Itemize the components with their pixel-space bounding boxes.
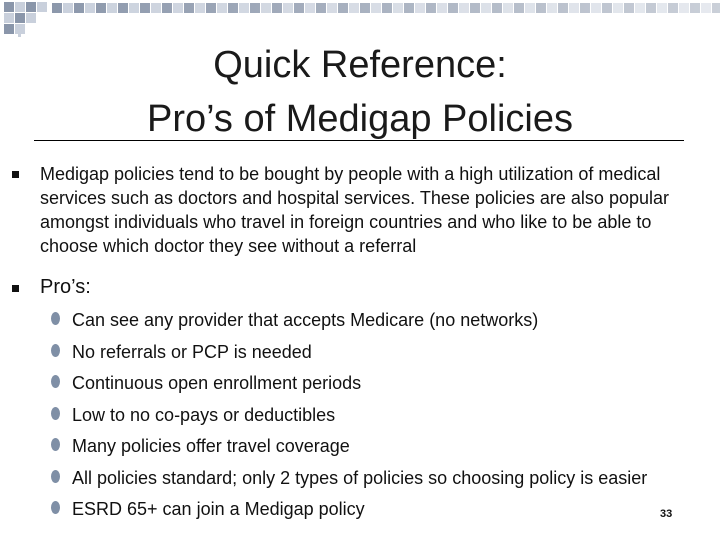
pros-list-item [50,495,715,527]
pros-list-item-text: ESRD 65+ can join a Medigap policy [72,499,365,519]
pros-list-item [50,338,715,370]
pros-list-item [50,306,715,338]
pros-heading: Pro’s: [40,276,91,298]
page-number: 33 [660,508,673,520]
square-bullet-icon [12,285,19,292]
pros-list-item [50,369,715,401]
round-bullet-icon [51,312,60,325]
pros-list-item [50,432,715,464]
round-bullet-icon [51,407,60,420]
square-bullet-icon [12,171,19,178]
slide-title-line-1: Quick Reference: [213,44,507,86]
pros-list-item-text: Can see any provider that accepts Medicare (no networks) [72,310,539,330]
pros-list-item-text: Continuous open enrollment periods [72,373,362,393]
intro-paragraph: Medigap policies tend to be bought by people with a high utilization of medical services such as doctors and hospital services. These policies are also popular amongst individuals who travel in foreign countries and who like to be able to choose which doctor they see without a referral [40,164,669,256]
pros-list [50,306,715,527]
decorative-header-strip [0,0,720,40]
pros-list-item-text: All policies standard; only 2 types of policies so choosing policy is easier [72,467,648,488]
pros-list-item [50,401,715,433]
pros-list-item [50,464,715,496]
slide-title [90,38,630,146]
round-bullet-icon [51,501,60,514]
round-bullet-icon [51,375,60,388]
title-divider [34,140,684,141]
round-bullet-icon [51,470,60,483]
round-bullet-icon [51,438,60,451]
pros-list-item-text: No referrals or PCP is needed [72,341,312,362]
pros-list-item-text: Low to no co-pays or deductibles [72,404,336,425]
slide-title-line-2: Pro’s of Medigap Policies [147,98,573,140]
pros-list-item-text: Many policies offer travel coverage [72,436,350,456]
round-bullet-icon [51,344,60,357]
